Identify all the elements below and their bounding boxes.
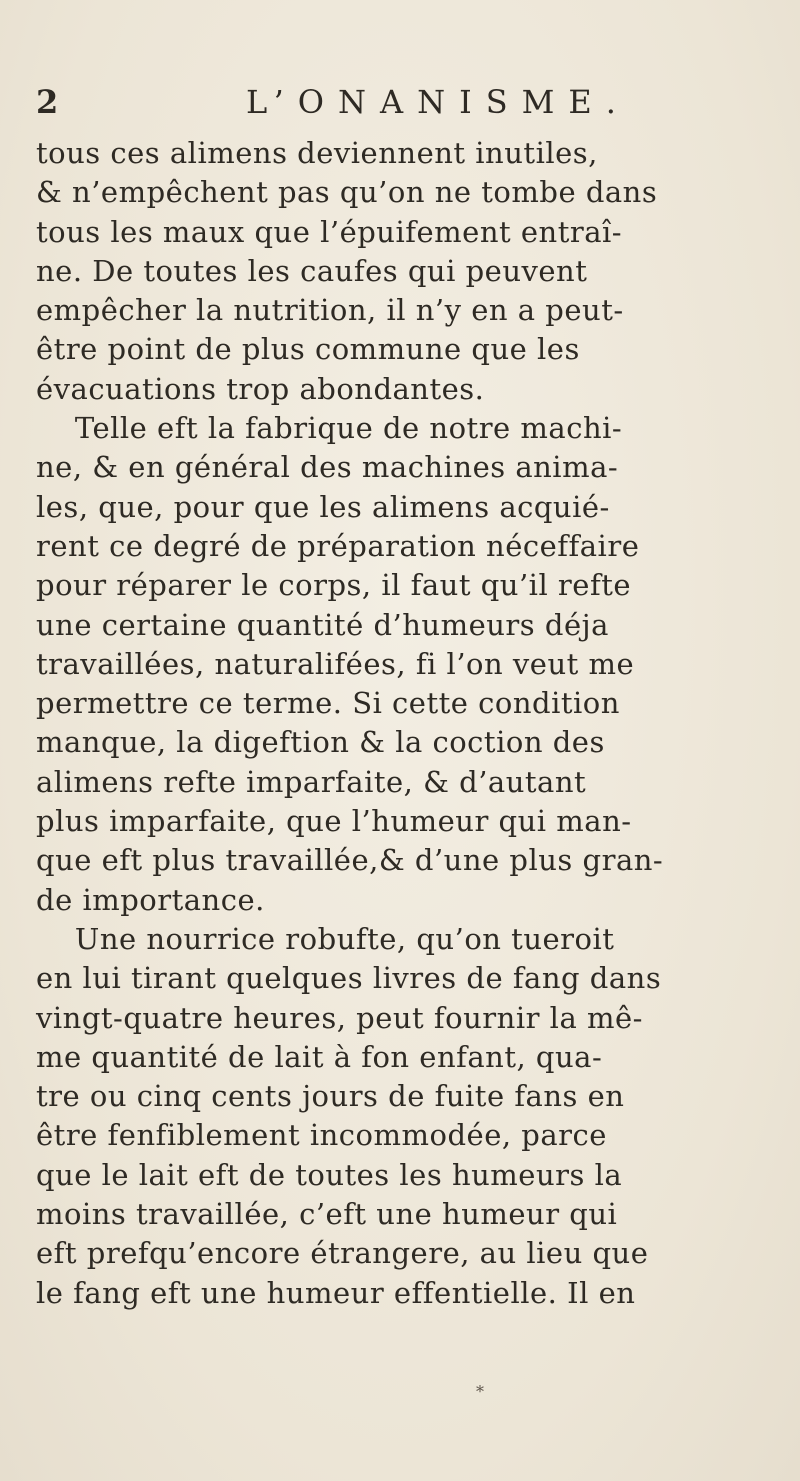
text-line: Telle eft la fabrique de notre machi-: [36, 411, 623, 446]
page-number: 2: [36, 83, 59, 121]
text-line: alimens refte imparfaite, & d’autant: [36, 764, 587, 799]
text-line: plus imparfaite, que l’humeur qui man-: [36, 804, 632, 839]
text-line: tous les maux que l’épuifement entraî-: [36, 214, 623, 249]
text-line: le fang eft une humeur effentielle. Il en: [36, 1275, 636, 1310]
printer-mark: *: [476, 1382, 484, 1401]
text-line: empêcher la nutrition, il n’y en a peut-: [36, 293, 624, 328]
text-line: que eft plus travaillée,& d’une plus gran-: [36, 843, 664, 878]
text-line: moins travaillée, c’eft une humeur qui: [36, 1197, 618, 1232]
text-line: & n’empêchent pas qu’on ne tombe dans: [36, 175, 658, 210]
text-line: pour réparer le corps, il faut qu’il refte: [36, 568, 632, 603]
text-line: tre ou cinq cents jours de fuite fans en: [36, 1079, 625, 1114]
text-line: vingt-quatre heures, peut fournir la mê-: [36, 1000, 643, 1035]
running-title: L’ONANISME.: [246, 83, 630, 121]
text-line: en lui tirant quelques livres de fang dans: [36, 961, 662, 996]
text-line: permettre ce terme. Si cette condition: [36, 686, 620, 721]
text-line: eft prefqu’encore étrangere, au lieu que: [36, 1236, 649, 1271]
text-line: être point de plus commune que les: [36, 332, 580, 367]
text-line: travaillées, naturalifées, fi l’on veut me: [36, 646, 635, 681]
text-line: que le lait eft de toutes les humeurs la: [36, 1157, 623, 1192]
text-line: ne. De toutes les caufes qui peuvent: [36, 253, 588, 288]
text-line: une certaine quantité d’humeurs déja: [36, 607, 609, 642]
text-line: de importance.: [36, 882, 265, 917]
text-line: évacuations trop abondantes.: [36, 371, 485, 406]
text-line: les, que, pour que les alimens acquié-: [36, 489, 610, 524]
text-line: rent ce degré de préparation néceffaire: [36, 528, 640, 563]
text-line: être fenfiblement incommodée, parce: [36, 1118, 607, 1153]
text-line: ne, & en général des machines anima-: [36, 450, 619, 485]
page-header: [36, 82, 756, 122]
text-line: Une nourrice robufte, qu’on tueroit: [36, 921, 615, 956]
text-line: manque, la digeftion & la coction des: [36, 725, 605, 760]
text-line: me quantité de lait à fon enfant, qua-: [36, 1039, 603, 1074]
body-text: [36, 134, 766, 1313]
text-line: tous ces alimens deviennent inutiles,: [36, 136, 598, 170]
